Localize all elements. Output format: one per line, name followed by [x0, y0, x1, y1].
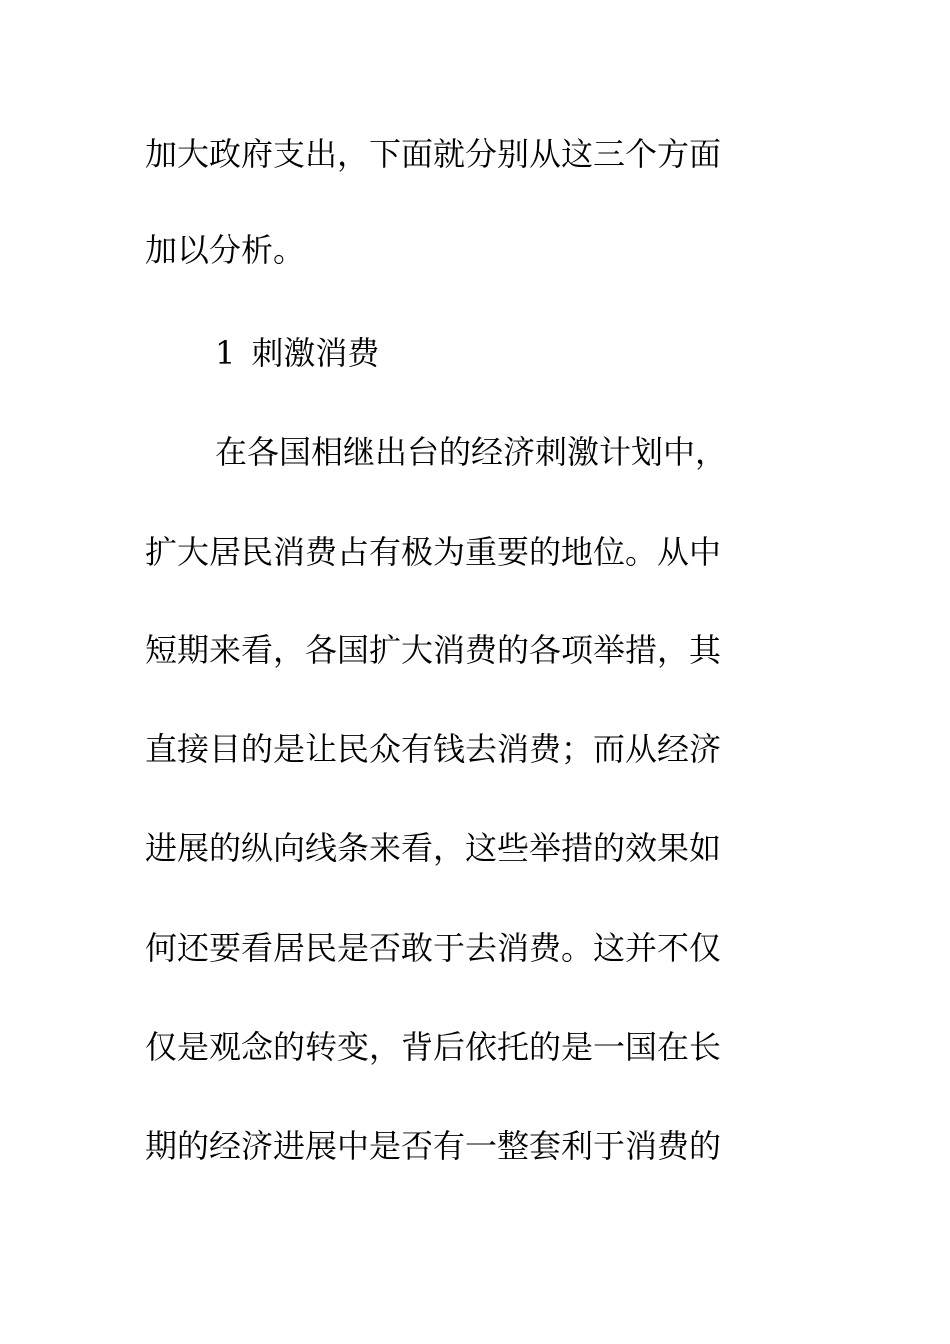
paragraph-line: 在各国相继出台的经济刺激计划中，	[215, 433, 728, 471]
paragraph-line: 仅是观念的转变，背后依托的是一国在长	[145, 1028, 722, 1066]
paragraph-line: 期的经济进展中是否有一整套利于消费的	[145, 1127, 722, 1165]
section-heading-title: 刺激消费	[251, 334, 380, 372]
paragraph-line: 直接目的是让民众有钱去消费；而从经济	[145, 730, 722, 768]
paragraph-line: 何还要看居民是否敢于去消费。这并不仅	[145, 929, 722, 967]
paragraph-line: 加大政府支出，下面就分别从这三个方面	[145, 135, 722, 173]
section-heading	[215, 331, 895, 375]
paragraph-line: 扩大居民消费占有极为重要的地位。从中	[145, 533, 722, 571]
paragraph-line: 加以分析。	[145, 231, 306, 269]
section-heading-number: 1	[215, 334, 236, 372]
paragraph-line: 短期来看，各国扩大消费的各项举措，其	[145, 631, 722, 669]
paragraph-line: 进展的纵向线条来看，这些举措的效果如	[145, 829, 722, 867]
